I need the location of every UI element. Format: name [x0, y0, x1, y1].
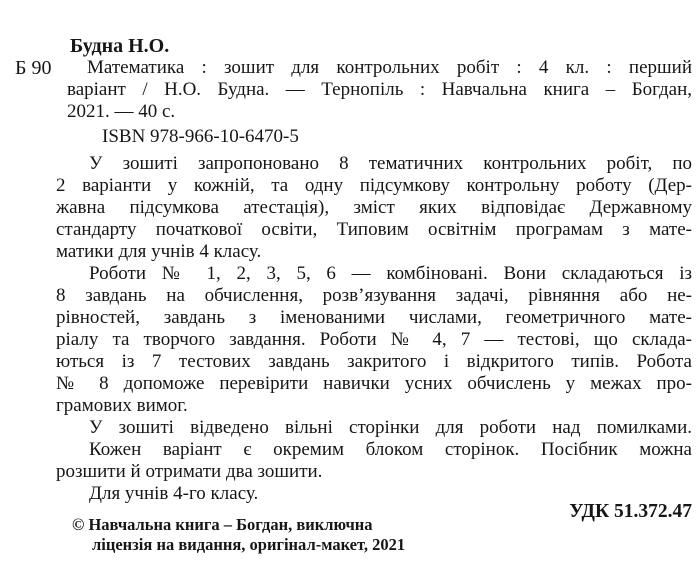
- bbk-classification-code: Б 90: [15, 57, 52, 79]
- text-line: 2 варіанти у кожній, та одну підсумкову контрольну роботу (Дер-: [56, 175, 692, 196]
- text-line: 8 завдань на обчислення, розв’язування задачі, рівняння або не-: [56, 285, 692, 306]
- author-name: Будна Н.О.: [70, 35, 170, 57]
- annotation-paragraph-intro: [56, 153, 692, 263]
- text-line: рівностей, завдань з іменованими числами, геометричного мате-: [56, 307, 692, 328]
- annotation-paragraph-works: [56, 263, 692, 417]
- copyright-line-1: © Навчальна книга – Богдан, виключна: [72, 515, 373, 534]
- annotation-paragraph-variants: [56, 439, 692, 483]
- copyright-notice: [72, 515, 405, 554]
- annotation-block: [56, 153, 692, 505]
- udk-classification-code: УДК 51.372.47: [569, 501, 692, 522]
- text-line: № 8 допоможе перевірити навички усних обчислень у межах про-: [56, 373, 692, 394]
- text-line: стандарту початкової освіти, Типовим освітнім програмам з мате-: [56, 219, 692, 240]
- text-line: матики для учнів 4 класу.: [56, 241, 262, 262]
- text-line: Роботи № 1, 2, 3, 5, 6 — комбіновані. Вони складаються із: [89, 263, 692, 284]
- text-line: Для учнів 4-го класу.: [89, 483, 259, 504]
- text-line: У зошиті відведено вільні сторінки для роботи над помилками.: [89, 417, 692, 438]
- text-line: варіант / Н.О. Будна. — Тернопіль : Навчальна книга – Богдан,: [67, 79, 692, 100]
- bibliographic-entry: [67, 57, 692, 123]
- isbn-number: ISBN 978-966-10-6470-5: [102, 126, 299, 147]
- text-line: жавна підсумкова атестація), зміст яких відповідає Державному: [56, 197, 692, 218]
- text-line: грамових вимог.: [56, 395, 188, 416]
- text-line: Математика : зошит для контрольних робіт : 4 кл. : перший: [87, 57, 692, 78]
- copyright-line-2: ліцензія на видання, оригінал-макет, 2021: [92, 534, 406, 554]
- text-line: розшити й отримати два зошити.: [56, 461, 323, 482]
- text-line: Кожен варіант є окремим блоком сторінок. Посібник можна: [89, 439, 692, 460]
- text-line: У зошиті запропоновано 8 тематичних контрольних робіт, по: [89, 153, 692, 174]
- text-line: 2021. — 40 с.: [67, 101, 176, 122]
- text-line: ються із 7 тестових завдань закритого і відкритого типів. Робота: [56, 351, 692, 372]
- annotation-paragraph-blank-pages: [56, 417, 692, 439]
- text-line: ріалу та творчого завдання. Роботи № 4, 7 — тестові, що склада-: [56, 329, 692, 350]
